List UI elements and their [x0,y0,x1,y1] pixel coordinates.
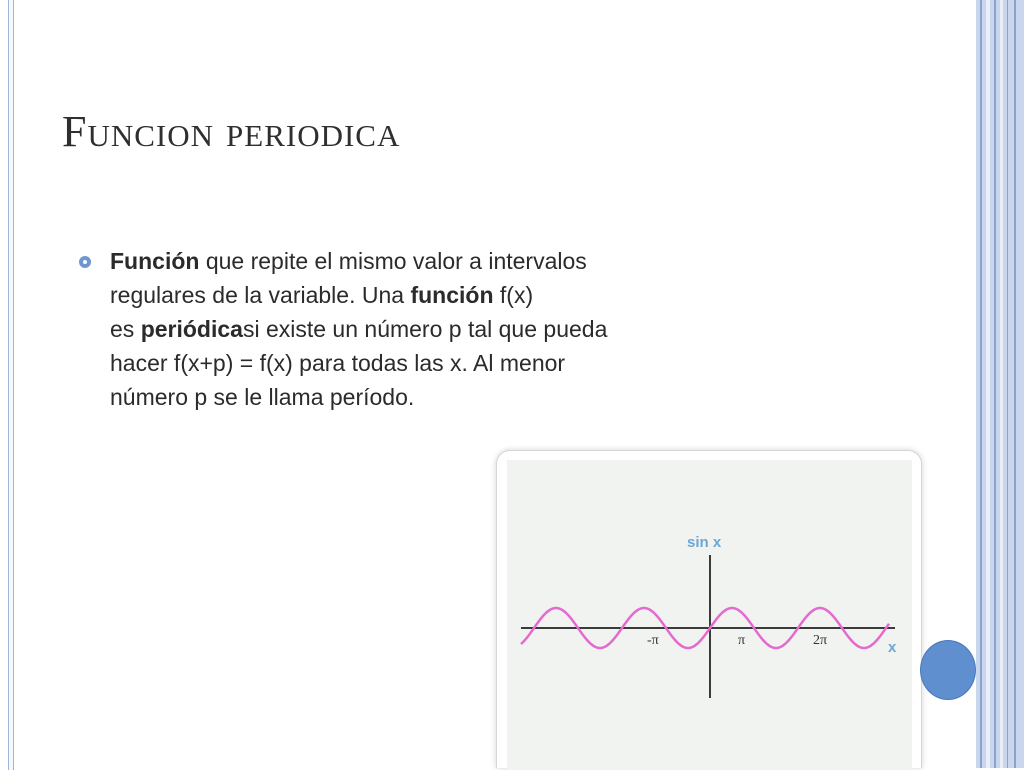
text-run: que repite el mismo valor a intervalos [199,248,587,274]
bullet-text-line [110,380,750,414]
bullet-text-line [110,278,750,312]
tick-label-2pi: 2π [813,633,828,648]
tick-label-pi: π [738,633,746,648]
text-run: regulares de la variable. Una [110,282,411,308]
x-axis-label: x [888,639,897,656]
text-run: f(x) [493,282,534,308]
bold-term: periódica [140,316,243,342]
slide-left-border [8,0,14,770]
text-run: si existe un número p tal que pueda [242,316,608,342]
bullet-text [110,244,750,414]
sine-graph-image [496,450,922,768]
bold-term: función [410,282,494,308]
y-axis-label: sin x [687,534,722,551]
slide-title: Funcion periodica [62,107,401,156]
bullet-text-line [110,346,750,380]
sine-graph [497,451,921,769]
bullet-text-line [110,312,750,346]
decorative-circle [920,640,976,700]
slide-right-border [976,0,1024,768]
text-run: hacer f(x+p) = f(x) para todas las x. Al menor [110,350,566,376]
bullet-text-line [110,244,750,278]
tick-label-neg-pi: -π [647,633,659,648]
bullet-icon [79,256,91,268]
text-run: número p se le llama período [110,384,408,410]
text-run: es [110,316,141,342]
text-run: . [407,384,415,410]
bold-term: Función [110,248,200,274]
